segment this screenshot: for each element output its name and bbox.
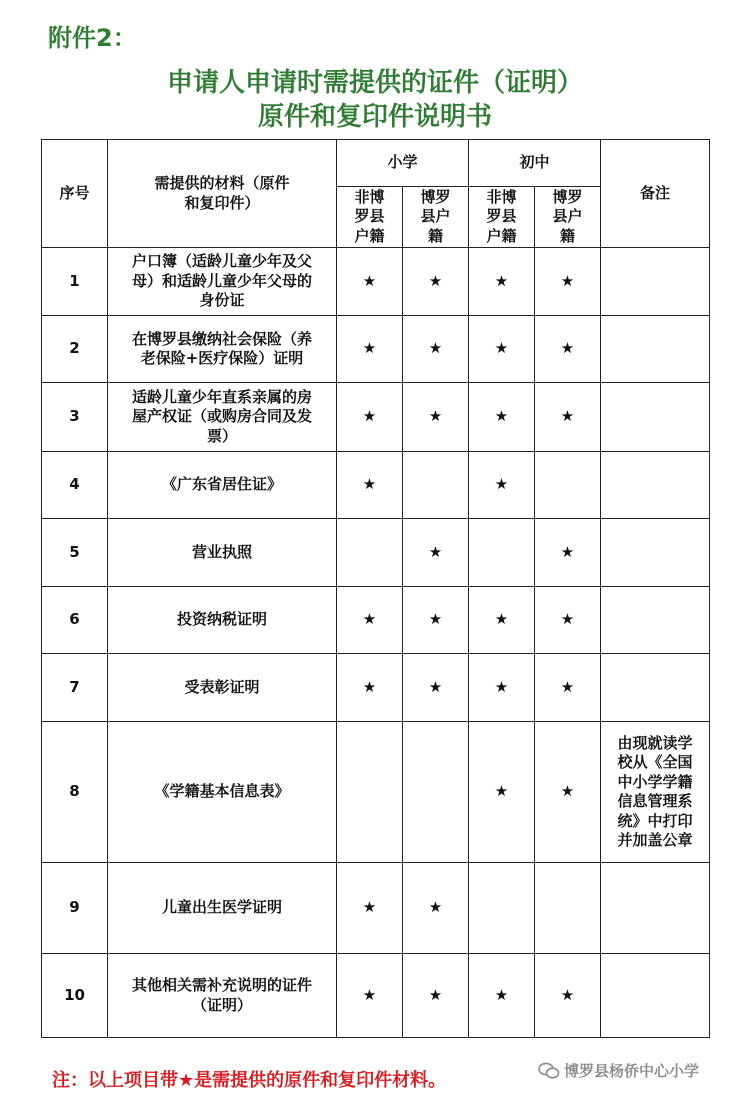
table-row <box>42 519 710 587</box>
watermark <box>538 1060 699 1081</box>
header-material: 需提供的材料（原件和复印件） <box>108 140 337 248</box>
cell-primary-local: ★ <box>403 954 469 1038</box>
cell-material: 在博罗县缴纳社会保险（养老保险+医疗保险）证明 <box>108 316 337 383</box>
header-seq: 序号 <box>42 140 108 248</box>
cell-primary-non-local: ★ <box>337 316 403 383</box>
cell-material: 适龄儿童少年直系亲属的房屋产权证（或购房合同及发票） <box>108 383 337 452</box>
cell-material: 受表彰证明 <box>108 654 337 722</box>
header-primary: 小学 <box>337 140 469 187</box>
footnote: 注：以上项目带★是需提供的原件和复印件材料。 <box>52 1070 447 1091</box>
cell-seq: 8 <box>42 722 108 863</box>
cell-remark <box>601 863 710 954</box>
cell-material: 户口簿（适龄儿童少年及父母）和适龄儿童少年父母的身份证 <box>108 248 337 316</box>
cell-primary-non-local: ★ <box>337 248 403 316</box>
cell-primary-non-local <box>337 519 403 587</box>
cell-junior-local: ★ <box>535 954 601 1038</box>
cell-junior-local: ★ <box>535 316 601 383</box>
cell-primary-local <box>403 722 469 863</box>
cell-seq: 1 <box>42 248 108 316</box>
cell-primary-local: ★ <box>403 248 469 316</box>
cell-primary-non-local: ★ <box>337 654 403 722</box>
cell-primary-non-local: ★ <box>337 587 403 654</box>
cell-junior-local: ★ <box>535 587 601 654</box>
cell-junior-local: ★ <box>535 654 601 722</box>
cell-junior-non-local: ★ <box>469 722 535 863</box>
cell-primary-local <box>403 452 469 519</box>
cell-primary-local: ★ <box>403 654 469 722</box>
cell-primary-local: ★ <box>403 863 469 954</box>
header-row-1 <box>42 140 710 187</box>
cell-material: 其他相关需补充说明的证件（证明） <box>108 954 337 1038</box>
header-junior-local: 博罗县户籍 <box>535 187 601 248</box>
cell-junior-local <box>535 452 601 519</box>
cell-primary-non-local: ★ <box>337 383 403 452</box>
cell-primary-local: ★ <box>403 519 469 587</box>
cell-seq: 10 <box>42 954 108 1038</box>
cell-junior-non-local <box>469 863 535 954</box>
cell-junior-non-local: ★ <box>469 248 535 316</box>
cell-primary-local: ★ <box>403 383 469 452</box>
cell-remark <box>601 248 710 316</box>
cell-remark <box>601 954 710 1038</box>
cell-junior-non-local: ★ <box>469 316 535 383</box>
table-row <box>42 248 710 316</box>
cell-remark <box>601 654 710 722</box>
header-primary-local: 博罗县户籍 <box>403 187 469 248</box>
cell-junior-local: ★ <box>535 383 601 452</box>
table-row <box>42 654 710 722</box>
cell-junior-non-local: ★ <box>469 654 535 722</box>
cell-primary-local: ★ <box>403 316 469 383</box>
header-junior: 初中 <box>469 140 601 187</box>
cell-material: 《广东省居住证》 <box>108 452 337 519</box>
table-row <box>42 863 710 954</box>
cell-junior-local: ★ <box>535 722 601 863</box>
attachment-label: 附件2： <box>48 24 137 52</box>
cell-junior-non-local: ★ <box>469 452 535 519</box>
cell-primary-non-local: ★ <box>337 452 403 519</box>
cell-junior-local <box>535 863 601 954</box>
wechat-icon <box>538 1062 560 1080</box>
cell-junior-non-local: ★ <box>469 383 535 452</box>
header-remarks: 备注 <box>601 140 710 248</box>
cell-material: 投资纳税证明 <box>108 587 337 654</box>
table-row <box>42 954 710 1038</box>
cell-primary-non-local: ★ <box>337 863 403 954</box>
requirements-table <box>41 139 710 1038</box>
table-row <box>42 452 710 519</box>
doc-title-line1: 申请人申请时需提供的证件（证明） <box>166 68 583 98</box>
cell-remark <box>601 383 710 452</box>
cell-seq: 6 <box>42 587 108 654</box>
cell-junior-non-local: ★ <box>469 954 535 1038</box>
header-primary-non-local: 非博罗县户籍 <box>337 187 403 248</box>
cell-primary-non-local: ★ <box>337 954 403 1038</box>
table-row <box>42 722 710 863</box>
cell-remark <box>601 587 710 654</box>
cell-primary-non-local <box>337 722 403 863</box>
cell-seq: 9 <box>42 863 108 954</box>
doc-title-line2: 原件和复印件说明书 <box>257 102 492 132</box>
header-junior-non-local: 非博罗县户籍 <box>469 187 535 248</box>
cell-remark: 由现就读学校从《全国中小学学籍信息管理系统》中打印并加盖公章 <box>601 722 710 863</box>
cell-seq: 5 <box>42 519 108 587</box>
cell-junior-local: ★ <box>535 248 601 316</box>
cell-remark <box>601 316 710 383</box>
cell-junior-local: ★ <box>535 519 601 587</box>
cell-seq: 4 <box>42 452 108 519</box>
cell-remark <box>601 519 710 587</box>
cell-seq: 2 <box>42 316 108 383</box>
cell-material: 营业执照 <box>108 519 337 587</box>
cell-junior-non-local <box>469 519 535 587</box>
cell-seq: 3 <box>42 383 108 452</box>
cell-material: 《学籍基本信息表》 <box>108 722 337 863</box>
cell-remark <box>601 452 710 519</box>
cell-material: 儿童出生医学证明 <box>108 863 337 954</box>
cell-seq: 7 <box>42 654 108 722</box>
cell-junior-non-local: ★ <box>469 587 535 654</box>
cell-primary-local: ★ <box>403 587 469 654</box>
table-row <box>42 383 710 452</box>
table-row <box>42 587 710 654</box>
watermark-text: 博罗县杨侨中心小学 <box>564 1062 700 1080</box>
table-row <box>42 316 710 383</box>
